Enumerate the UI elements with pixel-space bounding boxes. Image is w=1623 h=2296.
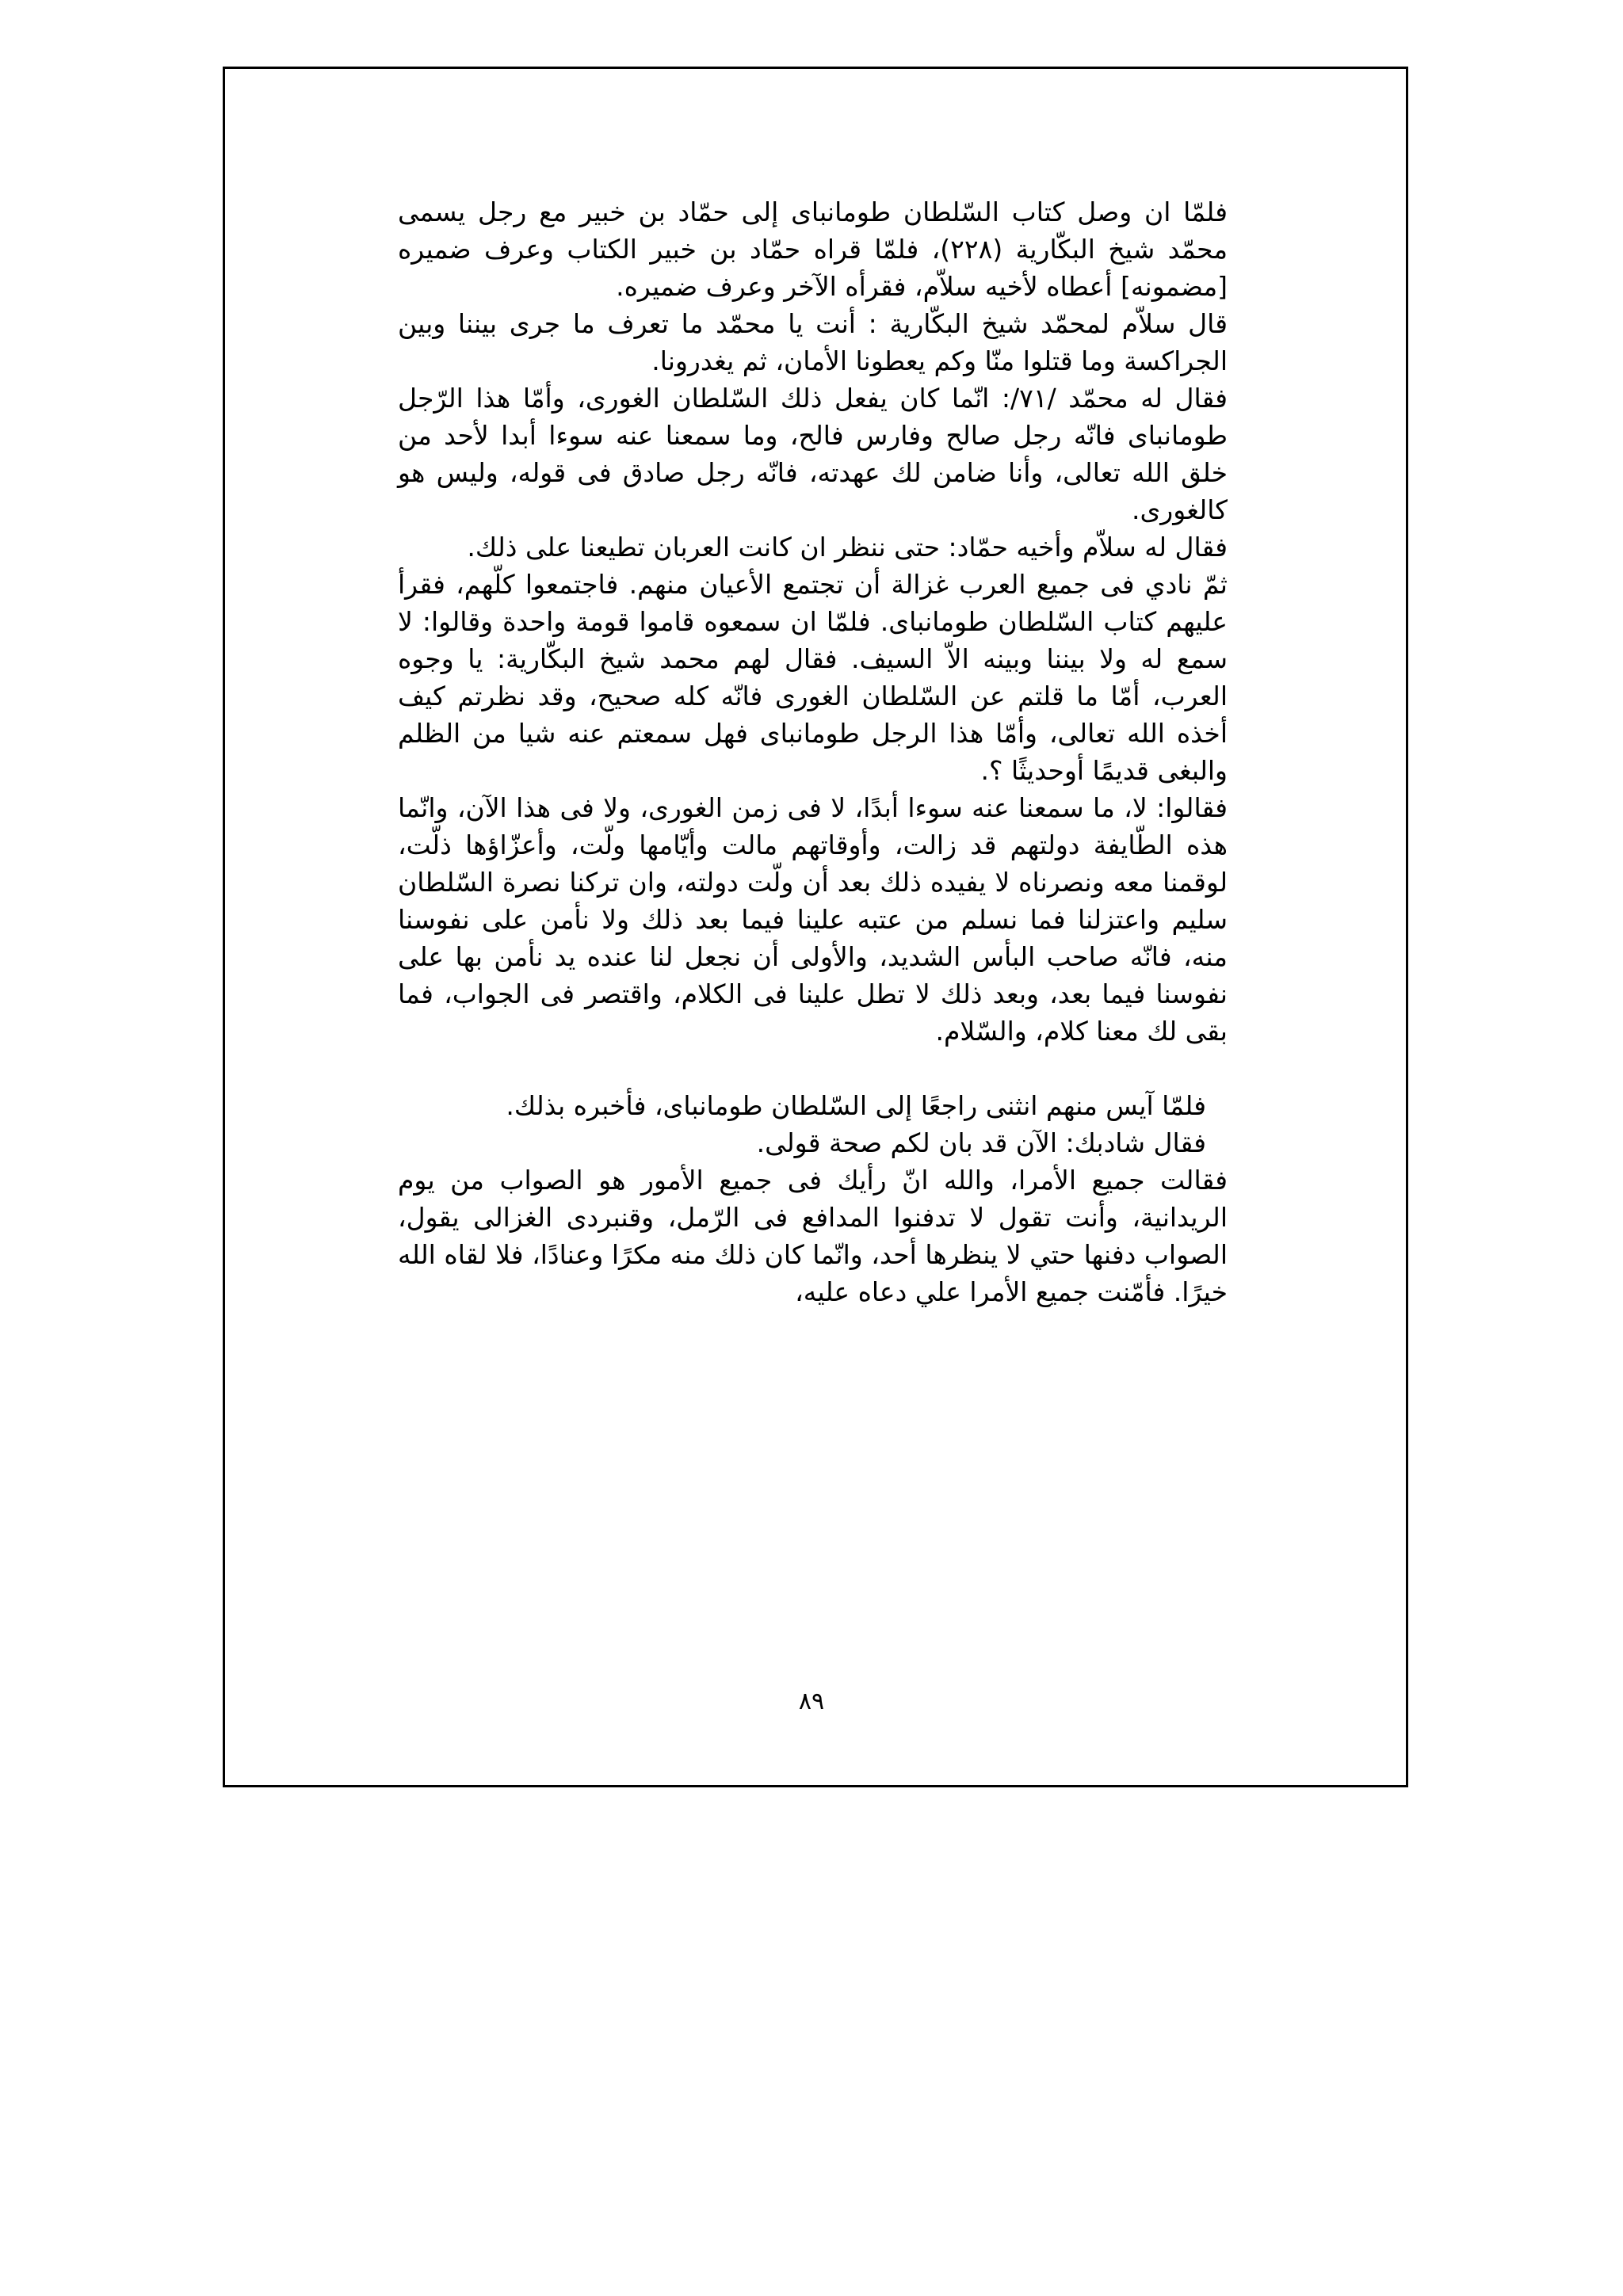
paragraph-sallam-reply: قال سلاّم لمحمّد شيخ البكّارية : أنت يا محمّد ما تعرف ما جرى بيننا وبين الجراكسة وما قتلوا منّا وكم يعطونا الأمان، ثم يغدرونا. <box>398 308 1228 376</box>
body-text <box>398 193 1228 1310</box>
paragraph-assembly: ثمّ نادي فى جميع العرب غزالة أن تجتمع الأعيان منهم. فاجتمعوا كلّهم، فقرأ عليهم كتاب السّلطان طومانباى. فلمّا ان سمعوه قاموا قومة واحدة وقالوا: لا سمع له ولا بيننا وبينه الاّ السيف. فقال لهم محمد شيخ البكّارية: يا وجوه العرب، أمّا ما قلتم عن السّلطان الغورى فانّه كله صحيح، وقد نظرتم كيف أخذه الله تعالى، وأمّا هذا الرجل طومانباى فهل سمعتم عنه شيا من الظلم والبغى قديمًا أوحديثًا ؟. <box>398 569 1228 786</box>
paragraph-emirs: فقالت جميع الأمرا، والله انّ رأيك فى جميع الأمور هو الصواب من يوم الريدانية، وأنت تقول لا تدفنوا المدافع فى الرّمل، وقنبردى الغزالى يقول، الصواب دفنها حتي لا ينظرها أحد، وانّما كان ذلك منه مكرًا وعنادًا، فلا لقاه الله خيرًا. فأمّنت جميع الأمرا علي دعاه عليه، <box>398 1165 1228 1307</box>
paragraph-letter-delivery: فلمّا ان وصل كتاب السّلطان طومانباى إلى حمّاد بن خبير مع رجل يسمى محمّد شيخ البكّارية (٢٢٨)، فلمّا قراه حمّاد بن خبير الكتاب وعرف ضميره [مضمونه] أعطاه لأخيه سلاّم، فقرأه الآخر وعرف ضميره. <box>398 196 1228 302</box>
paragraph-arabs-answer: فقالوا: لا، ما سمعنا عنه سوءا أبدًا، لا فى زمن الغورى، ولا فى هذا الآن، وانّما هذه الطّايفة دولتهم قد زالت، وأوقاتهم مالت وأيّامها ولّت، وأعزّاؤها ذلّت، لوقمنا معه ونصرناه لا يفيده ذلك بعد أن ولّت دولته، وان تركنا نصرة السّلطان سليم واعتزلنا فما نسلم من عتبه علينا فيما بعد ذلك ولا نأمن على نفوسنا منه، فانّه صاحب البأس الشديد، والأولى أن نجعل لنا عنده يد نأمن بها على نفوسنا فيما بعد، وبعد ذلك لا تطل علينا فى الكلام، واقتصر فى الجواب، فما بقى لك معنا كلام، والسّلام. <box>398 792 1228 1047</box>
page-number: ٨٩ <box>798 1688 825 1715</box>
paragraph-shadbak: فقال شادبك: الآن قد بان لكم صحة قولى. <box>756 1127 1206 1158</box>
paragraph-sallam-hammad: فقال له سلاّم وأخيه حمّاد: حتى ننظر ان كانت العربان تطيعنا على ذلك. <box>467 532 1228 563</box>
paragraph-gap <box>398 1050 1228 1087</box>
paragraph-muhammad-reply: فقال له محمّد /٧١/: انّما كان يفعل ذلك السّلطان الغورى، وأمّا هذا الرّجل طومانباى فانّه رجل صالح وفارس فالح، وما سمعنا عنه سوءا أبدا لأحد من خلق الله تعالى، وأنا ضامن لك عهدته، فانّه رجل صادق فى قوله، وليس هو كالغورى. <box>398 383 1228 525</box>
paragraph-return: فلمّا آيس منهم انثنى راجعًا إلى السّلطان طومانباى، فأخبره بذلك. <box>506 1090 1206 1121</box>
